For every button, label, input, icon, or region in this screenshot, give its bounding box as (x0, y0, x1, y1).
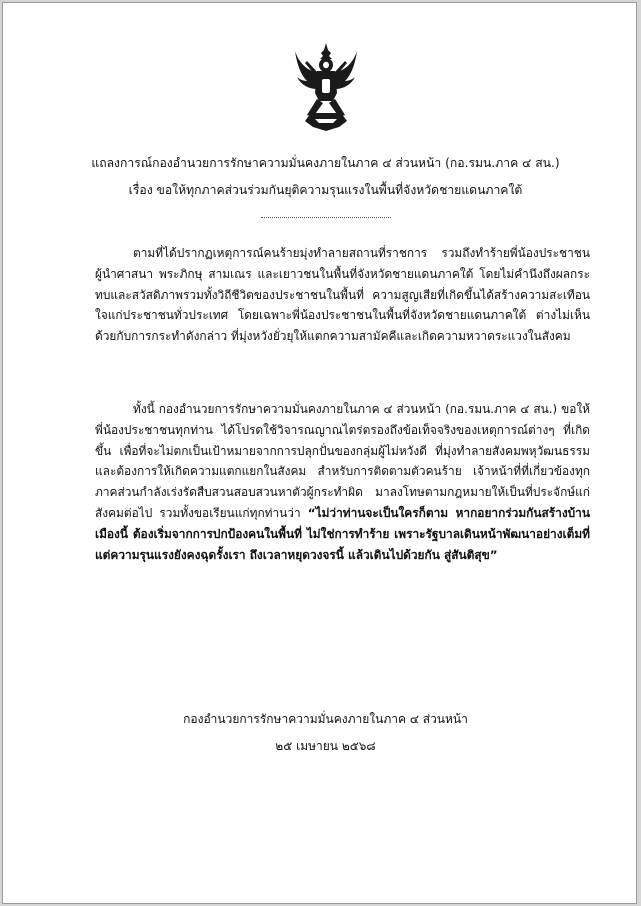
statement-title: แถลงการณ์กองอำนวยการรักษาความมั่นคงภายในภาค ๔ ส่วนหน้า (กอ.รมน.ภาค ๔ สน.) (91, 156, 560, 170)
document-page (2, 2, 637, 904)
signature-organization: กองอำนวยการรักษาความมั่นคงภายในภาค ๔ ส่วนหน้า (183, 712, 468, 726)
signature-date: ๒๕ เมษายน ๒๕๖๘ (275, 739, 376, 753)
body-paragraph-2 (95, 399, 590, 565)
paragraph-2-bold-quote: “ไม่ว่าท่านจะเป็นใครก็ตาม หากอยากร่วมกันสร้างบ้านเมืองนี้ ต้องเริ่มจากการปกป้องคนในพื้นที่ ไม่ใช่การทำร้าย เพราะรัฐบาลเดินหน้าพัฒนาอย่างเต็มที่ แต่ความรุนแรงยังคงฉุดรั้งเรา ถึงเวลาหยุดวงจรนี้ แล้วเดินไปด้วยกัน สู่สันติสุข” (95, 505, 590, 562)
statement-subject: เรื่อง ขอให้ทุกภาคส่วนร่วมกันยุติความรุนแรงในพื้นที่จังหวัดชายแดนภาคใต้ (128, 183, 523, 197)
garuda-emblem-icon (293, 41, 359, 133)
paragraph-1-text: ตามที่ได้ปรากฏเหตุการณ์คนร้ายมุ่งทำลายสถานที่ราชการ รวมถึงทำร้ายพี่น้องประชาชน ผู้นำศาสนา พระภิกษุ สามเณร และเยาวชนในพื้นที่จังหวัดชายแดนภาคใต้ โดยไม่คำนึงถึงผลกระทบและสวัสดิภาพรวมทั้งวิถีชีวิตของประชาชนในพื้นที่ ความสูญเสียที่เกิดขึ้นได้สร้างความสะเทือนใจแก่ประชาชนทั่วประเทศ โดยเฉพาะพี่น้องประชาชนในพื้นที่จังหวัดชายแดนภาคใต้ ต่างไม่เห็นด้วยกับการกระทำดังกล่าว ที่มุ่งหวังยั่วยุให้แตกความสามัคคีและเกิดความหวาดระแวงในสังคม (95, 246, 590, 344)
body-paragraph-1 (95, 243, 590, 347)
paragraph-2-text (95, 399, 590, 565)
paragraph-2-normal-text: ทั้งนี้ กองอำนวยการรักษาความมั่นคงภายในภาค ๔ ส่วนหน้า (กอ.รมน.ภาค ๔ สน.) ขอให้พี่น้องประชาชนทุกท่าน ได้โปรดใช้วิจารณญาณไตร่ตรองถึงข้อเท็จจริงของเหตุการณ์ต่างๆ ที่เกิดขึ้น เพื่อที่จะไม่ตกเป็นเป้าหมายจากการปลุกปั่นของกลุ่มผู้ไม่หวังดี ที่มุ่งทำลายสังคมพหุวัฒนธรรม และต้องการให้เกิดความแตกแยกในสังคม สำหรับการติดตามตัวคนร้าย เจ้าหน้าที่ที่เกี่ยวข้องทุกภาคส่วนกำลังเร่งรัดสืบสวนสอบสวนหาตัวผู้กระทำผิด มาลงโทษตามกฎหมายให้เป็นที่ประจักษ์แก่สังคมต่อไป รวมทั้งขอเรียนแก่ทุกท่านว่า (95, 402, 590, 520)
dotted-separator (261, 217, 391, 218)
